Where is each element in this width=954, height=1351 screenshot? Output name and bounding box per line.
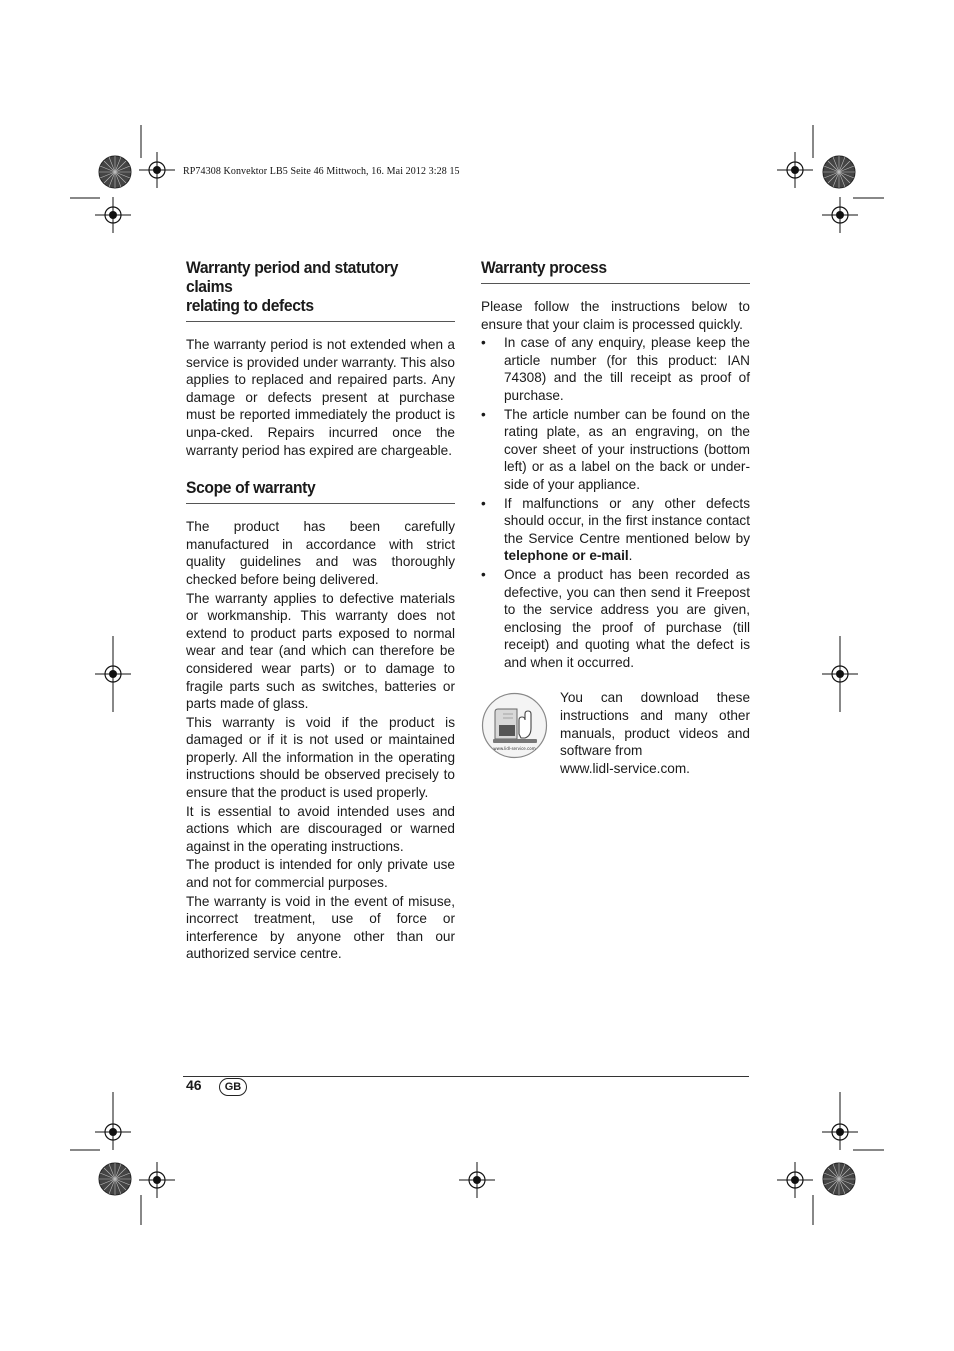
contact-method: telephone or e-mail [504,548,629,564]
paragraph: The warranty period is not extended when a service is provided under warranty. This also applies to replaced and repaired parts. Any damage or defects present at purchase must be reported immediately the product is unpa-cked. Repairs incurred once the warranty period has expired are chargeable. [186,337,455,458]
list-item: • The article number can be found on the rating plate, as an engraving, on the cover sheet of your instructions (bottom left) or as a label on the back or under-side of your appliance. [481,406,750,494]
list-item: • Once a product has been recorded as defective, you can then send it Freepost to the service address you are given, enclosing the proof of purchase (till receipt) and quoting what the defect is and when it occurred. [481,566,750,672]
heading-warranty-period [186,258,433,321]
download-note [481,689,750,777]
service-url[interactable]: www.lidl-service.com. [560,760,690,776]
paragraph: This warranty is void if the product is damaged or if it is not used or maintained properly. All the information in the operating instructions should be observed precisely to ensure that the product is used properly. [186,714,455,801]
paragraph: The warranty is void in the event of misuse, incorrect treatment, use of force or interference by anyone other than our authorized service centre. [186,893,455,962]
list-item: • In case of any enquiry, please keep the article number (for this product: IAN 74308) and the till receipt as proof of purchase. [481,334,750,404]
right-column [481,258,750,777]
heading-rule [186,321,455,322]
paragraph: The product is intended for only private use and not for commercial purposes. [186,857,455,891]
paragraph: It is essential to avoid intended uses and actions which are discouraged or warned against in the operating instructions. [186,803,455,854]
paragraph: The product has been carefully manufactured in accordance with strict quality guidelines and was thoroughly checked before being delivered. [186,519,455,587]
heading-rule [186,503,455,504]
paragraph: The warranty applies to defective materials or workmanship. This warranty does not extend to product parts exposed to normal wear and tear (and which can therefore be considered wear parts) or to damage to fragile parts such as switches, batteries or parts made of glass. [186,590,455,712]
list-item: • If malfunctions or any other defects should occur, in the first instance contact the Service Centre mentioned below by telephone or e-mail. [481,495,750,565]
heading-warranty-process: Warranty process [481,258,607,277]
left-column [186,258,455,964]
heading-line-2: relating to defects [186,296,314,315]
page-number: 46 [186,1077,202,1093]
download-manual-icon [481,692,548,759]
footer-rule [183,1076,749,1077]
download-text: You can download these instructions and many other manuals, product videos and software from www.lidl-service.com. [560,690,750,776]
heading-line-1: Warranty period and statutory claims [186,258,399,296]
heading-scope-of-warranty: Scope of warranty [186,478,316,498]
process-list [481,334,750,671]
print-header: RP74308 Konvektor LB5 Seite 46 Mittwoch, 16. Mai 2012 3:28 15 [183,166,460,177]
svg-text:www.lidl-service.com: www.lidl-service.com [493,746,536,752]
heading-rule [481,283,750,284]
intro-paragraph: Please follow the instructions below to ensure that your claim is processed quickly. [481,299,750,332]
language-badge: GB [219,1078,247,1096]
